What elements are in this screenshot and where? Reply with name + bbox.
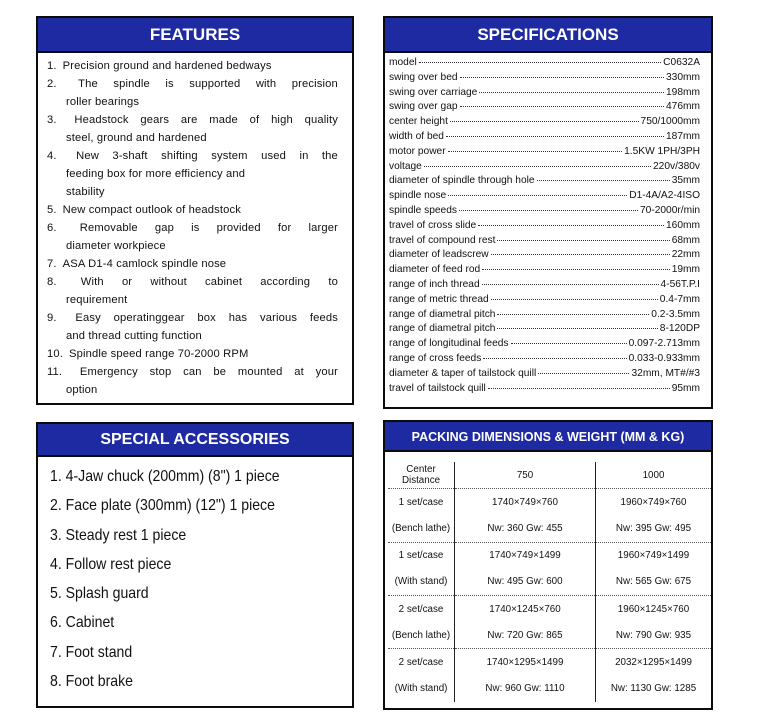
feature-number: 9. [47,312,57,324]
spec-leader [460,77,664,78]
spec-label: range of longitudinal feeds [389,338,509,350]
feature-continuation: diameter workpiece [66,240,166,252]
spec-label: range of cross feeds [389,352,482,364]
feature-continuation: option [66,384,98,396]
feature-item [47,255,338,273]
spec-value: 8-120DP [659,323,700,335]
spec-row [389,279,700,294]
feature-item [47,219,338,255]
feature-line: 8. With or without cabinet according to [47,273,338,291]
spec-leader [448,195,627,196]
spec-value: 32mm, MT#/#3 [631,367,700,379]
spec-leader [479,92,664,93]
feature-number: 7. [47,258,57,270]
spec-leader [448,151,623,152]
feature-item [47,201,338,219]
spec-label: travel of cross slide [389,219,477,231]
features-list [47,57,338,399]
special-accessories-title: SPECIAL ACCESSORIES [38,424,352,457]
spec-row [389,309,700,324]
packing-row [388,515,711,542]
feature-text: New compact outlook of headstock [62,204,241,216]
spec-row [389,205,700,220]
packing-panel [383,420,713,710]
packing-cell: Nw: 395 Gw: 495 [596,515,712,542]
feature-line: 4. New 3-shaft shifting system used in the [47,147,338,165]
feature-number: 4. [47,150,57,162]
spec-value: 22mm [671,249,700,261]
spec-leader [482,269,670,270]
feature-number: 11. [47,366,63,378]
special-accessories-panel [36,422,354,708]
spec-leader [497,328,657,329]
packing-cell: Nw: 960 Gw: 1110 [455,676,596,702]
spec-row [389,368,700,383]
specifications-list [389,57,700,397]
spec-leader [483,358,626,359]
spec-value: 35mm [671,175,700,187]
spec-value: 187mm [666,130,700,142]
spec-label: travel of tailstock quill [389,382,486,394]
accessory-item: 7. Foot stand [50,643,133,661]
spec-label: swing over gap [389,101,458,113]
spec-leader [497,240,669,241]
spec-leader [491,254,670,255]
packing-cell: (With stand) [394,683,448,695]
feature-number: 1. [47,60,57,72]
packing-cell: (Bench lathe) [391,629,451,641]
packing-row [388,542,711,569]
feature-number: 6. [47,222,57,234]
feature-line [47,255,338,273]
spec-row [389,323,700,338]
accessory-item: 4. Follow rest piece [50,555,172,573]
spec-row [389,72,700,87]
spec-row [389,190,700,205]
spec-label: center height [389,116,448,128]
spec-row [389,131,700,146]
packing-cell: 1740×1245×760 [455,595,596,622]
packing-cell: 2 set/case [388,595,455,622]
spec-value: C0632A [663,57,700,68]
specifications-panel [383,16,713,409]
spec-row [389,146,700,161]
spec-row [389,338,700,353]
feature-number: 8. [47,276,57,288]
packing-header-row [388,462,711,489]
feature-continuation: feeding box for more efficiency and [66,168,246,180]
packing-row [388,569,711,596]
spec-label: range of metric thread [389,293,489,305]
spec-row [389,101,700,116]
spec-label: voltage [389,160,422,172]
special-accessories-list [50,468,311,702]
spec-leader [424,166,651,167]
packing-header-cell: 750 [455,462,596,489]
spec-row [389,161,700,176]
spec-label: model [389,57,417,68]
spec-label: diameter of spindle through hole [389,175,535,187]
spec-leader [446,136,664,137]
spec-row [389,294,700,309]
spec-label: range of inch thread [389,278,480,290]
packing-cell: 2032×1295×1499 [596,649,712,676]
packing-cell: Nw: 1130 Gw: 1285 [596,676,712,702]
packing-cell: Nw: 565 Gw: 675 [596,569,712,596]
spec-leader [482,284,659,285]
spec-leader [538,373,629,374]
spec-row [389,264,700,279]
spec-row [389,116,700,131]
feature-line: 3. Headstock gears are made of high quality [47,111,338,129]
packing-cell: 1 set/case [388,542,455,569]
spec-row [389,87,700,102]
spec-row [389,220,700,235]
packing-cell: Nw: 495 Gw: 600 [455,569,596,596]
packing-row [388,489,711,516]
packing-cell: 2 set/case [388,649,455,676]
packing-cell: Nw: 360 Gw: 455 [455,515,596,542]
packing-cell: Nw: 790 Gw: 935 [596,622,712,649]
feature-item [47,57,338,75]
accessory-item: 6. Cabinet [50,614,115,632]
spec-row [389,175,700,190]
feature-continuation: steel, ground and hardened [66,132,207,144]
packing-cell: 1 set/case [388,489,455,516]
spec-value: 476mm [666,101,700,113]
spec-leader [459,210,638,211]
spec-value: 750/1000mm [640,116,700,128]
feature-line: 11. Emergency stop can be mounted at your [47,363,338,381]
feature-item [47,309,338,345]
packing-cell: (Bench lathe) [391,522,451,534]
spec-leader [478,225,664,226]
spec-leader [419,62,661,63]
spec-label: range of diametral pitch [389,308,496,320]
packing-row [388,622,711,649]
spec-label: spindle speeds [389,204,457,216]
packing-row [388,595,711,622]
spec-value: 330mm [666,71,700,83]
feature-item [47,273,338,309]
feature-continuation: and thread cutting function [66,330,202,342]
packing-table [388,462,711,702]
spec-label: travel of compound rest [389,234,496,246]
feature-continuation: requirement [66,294,128,306]
packing-cell: 1960×749×760 [596,489,712,516]
accessory-item: 5. Splash guard [50,585,149,603]
feature-line [47,57,338,75]
spec-value: 0.097-2.713mm [628,338,700,350]
spec-leader [537,180,670,181]
spec-value: 19mm [671,264,700,276]
spec-value: 68mm [671,234,700,246]
spec-label: diameter of leadscrew [389,249,489,261]
spec-leader [488,388,670,389]
spec-value: 220v/380v [652,160,700,172]
packing-header-cell: Center Distance [401,464,441,487]
feature-continuation: roller bearings [66,96,140,108]
spec-value: 4-56T.P.I [660,278,700,290]
spec-value: 198mm [666,86,700,98]
packing-header-cell: 1000 [596,462,712,489]
feature-line: 2. The spindle is supported with precision [47,75,338,93]
accessory-item: 8. Foot brake [50,673,133,691]
packing-row [388,676,711,702]
spec-label: swing over carriage [389,86,478,98]
packing-title: PACKING DIMENSIONS & WEIGHT (MM & KG) [385,422,711,452]
packing-cell: Nw: 720 Gw: 865 [455,622,596,649]
spec-value: D1-4A/A2-4ISO [629,190,700,202]
spec-label: width of bed [389,130,444,142]
packing-cell: (With stand) [394,576,448,588]
feature-item [47,345,338,363]
accessory-item: 3. Steady rest 1 piece [50,526,187,544]
spec-value: 0.2-3.5mm [651,308,700,320]
feature-line [47,345,338,363]
feature-text: ASA D1-4 camlock spindle nose [62,258,227,270]
feature-line: 6. Removable gap is provided for larger [47,219,338,237]
feature-text: Precision ground and hardened bedways [62,60,272,72]
feature-number: 5. [47,204,57,216]
spec-leader [497,314,649,315]
packing-cell: 1960×749×1499 [596,542,712,569]
spec-label: diameter & taper of tailstock quill [389,367,537,379]
spec-label: motor power [389,145,446,157]
spec-value: 0.033-0.933mm [628,352,700,364]
spec-label: diameter of feed rod [389,264,481,276]
spec-value: 0.4-7mm [659,293,700,305]
feature-item [47,363,338,399]
accessory-item: 2. Face plate (300mm) (12") 1 piece [50,497,275,515]
spec-leader [450,121,639,122]
features-panel [36,16,354,405]
spec-leader [460,106,664,107]
accessory-item: 1. 4-Jaw chuck (200mm) (8") 1 piece [50,468,280,485]
feature-continuation: stability [66,186,105,198]
feature-number: 3. [47,114,57,126]
spec-leader [491,299,658,300]
spec-row [389,383,700,398]
specifications-title: SPECIFICATIONS [385,18,711,53]
spec-label: range of diametral pitch [389,323,496,335]
spec-label: spindle nose [389,190,447,202]
packing-row [388,649,711,676]
feature-text: Spindle speed range 70-2000 RPM [69,348,249,360]
spec-label: swing over bed [389,71,458,83]
spec-row [389,249,700,264]
feature-number: 2. [47,78,57,90]
spec-value: 160mm [666,219,700,231]
packing-cell: 1960×1245×760 [596,595,712,622]
spec-row [389,235,700,250]
spec-row [389,57,700,72]
feature-line: 9. Easy operatinggear box has various feeds [47,309,338,327]
feature-item [47,111,338,147]
feature-item [47,75,338,111]
features-title: FEATURES [38,18,352,53]
packing-cell: 1740×749×760 [455,489,596,516]
packing-cell: 1740×749×1499 [455,542,596,569]
spec-value: 70-2000r/min [639,204,700,216]
feature-item [47,147,338,201]
packing-cell: 1740×1295×1499 [455,649,596,676]
spec-leader [511,343,627,344]
spec-value: 1.5KW 1PH/3PH [624,145,700,157]
feature-line [47,201,338,219]
feature-number: 10. [47,348,64,360]
spec-value: 95mm [671,382,700,394]
spec-row [389,353,700,368]
